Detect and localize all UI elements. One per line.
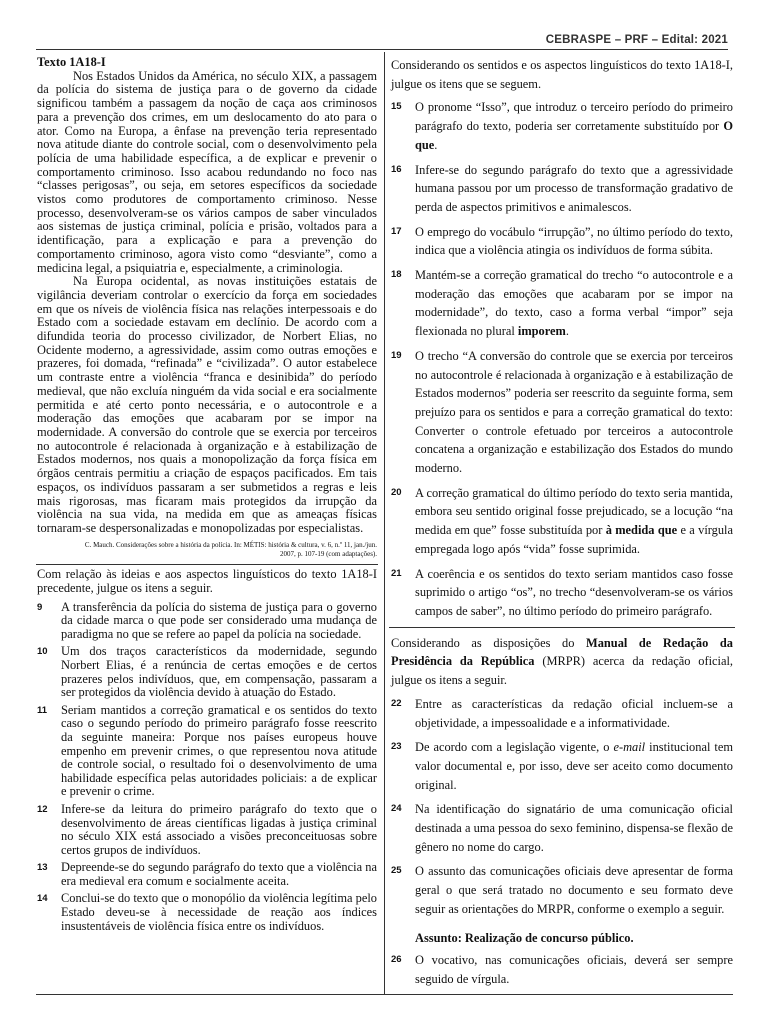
text-paragraph-1: Nos Estados Unidos da América, no século XIX, a passagem da polícia do sistema de justiça para o de governo da cidade significou também a passagem da noção de caça aos criminosos para a prevenção dos crimes, em um deslocamento do ato para o ator. Como na Europa, a ênfase na prevenção teria representado nova atitude diante do controle social, com o desenvolvimento pela polícia de uma habilidade específica, a de explicar e prevenir o comportamento criminoso. Isso acabou redundando no foco nas “classes perigosas”, ou seja, em setores específicos da sociedade vistos como produtores de comportamento criminoso. Nesse processo, desenvolveram-se os vários campos de saber vinculados aos sistemas de justiça criminal, polícia e prisão, voltados para a identificação, para a explicação e para a prevenção do comportamento criminoso, agora visto como “desviante”, como a medicina legal, a psiquiatria e, especialmente, a criminologia. (37, 68, 377, 275)
question-item (391, 951, 733, 988)
question-text: O pronome “Isso”, que introduz o terceiro período do primeiro parágrafo do texto, poderia ser corretamente substituído por O que. (415, 100, 733, 152)
question-text: O assunto das comunicações oficiais deve apresentar de forma geral o que será tratado no documento e seu formato deve seguir as orientações do MRPR, conforme o exemplo a seguir. (415, 864, 733, 916)
question-text: Um dos traços característicos da modernidade, segundo Norbert Elias, é a renúncia de certas emoções e de certos prazeres pelos indivíduos, que, em compensação, passaram a ser protegidos da violência devido à atuação do Estado. (61, 644, 377, 700)
reading-text (37, 56, 377, 559)
question-number: 22 (391, 697, 402, 709)
question-number: 12 (37, 803, 48, 815)
question-item (391, 565, 733, 621)
left-column (37, 56, 377, 937)
question-number: 19 (391, 349, 402, 361)
question-number: 15 (391, 101, 402, 113)
section3-intro: Considerando as disposições do Manual de Redação da Presidência da República (MRPR) acerca da redação oficial, julgue os itens a seguir. (391, 635, 734, 688)
question-text: Depreende-se do segundo parágrafo do texto que a violência na era medieval era comum e socialmente aceita. (61, 860, 377, 888)
question-item (37, 803, 377, 857)
question-item (391, 223, 733, 260)
bold-term: à medida que (605, 523, 678, 538)
text-source: C. Mauch. Considerações sobre a história da polícia. In: MÉTIS: história & cultura, v. 6, n.º 11, jan./jun. 2007, p. 107-19 (com adaptações). (84, 540, 377, 558)
question-item (37, 704, 377, 799)
question-text: De acordo com a legislação vigente, o e-mail institucional tem valor documental e, por isso, deve ser aceito como documento original. (415, 740, 733, 792)
section-rule (36, 564, 378, 565)
question-number: 20 (391, 486, 402, 498)
question-item (37, 892, 377, 933)
question-item (391, 484, 733, 559)
bold-term: O que (415, 119, 733, 152)
section1-intro: Com relação às ideias e aos aspectos linguísticos do texto 1A18-I precedente, julgue os itens a seguir. (37, 566, 377, 595)
question-text: Conclui-se do texto que o monopólio da violência legítima pelo Estado deveu-se à necessidade de reação aos índices insustentáveis de violência física entre os indivíduos. (61, 891, 377, 933)
question-text: Na identificação do signatário de uma comunicação oficial destinada a uma pessoa do sexo feminino, dispensa-se flexão de gênero no nome do cargo. (415, 802, 733, 854)
bold-term: imporem (517, 324, 566, 339)
question-item (391, 800, 733, 856)
question-text: O trecho “A conversão do controle que se exercia por terceiros no autocontrole é relacionada à organização e à estabilização de Estados modernos” poderia ser reescrito da seguinte forma, sem prejuízo para os sentidos e para a correção gramatical do texto: Converter o controle efetuado por terceiros a autocontrole concatena a organização e estabilização dos Estados do mundo moderno. (415, 348, 733, 476)
question-text: Mantém-se a correção gramatical do trecho “o autocontrole e a moderação das emoções que acabaram por se impor na modernidade”, do texto, caso a forma verbal “impor” seja flexionada no plural imporem. (415, 268, 733, 339)
page-header (36, 34, 728, 50)
question-number: 17 (391, 225, 402, 237)
question-text: Infere-se da leitura do primeiro parágrafo do texto que o desenvolvimento de áreas científicas ligadas à justiça criminal no século XIX está associado a visões preconceituosas sobre certos grupos de indivíduos. (61, 801, 377, 857)
question-number: 16 (391, 163, 402, 175)
question-text: Infere-se do segundo parágrafo do texto que a agressividade humana passou por um processo de transformação gradativo de perda de aspectos primitivos e animalescos. (415, 162, 733, 214)
section2-intro: Considerando os sentidos e os aspectos linguísticos do texto 1A18-I, julgue os itens que se seguem. (391, 58, 733, 91)
question-text: A transferência da polícia do sistema de justiça para o governo da cidade marca o que pode ser considerado uma mudança de paradigma no que se refere ao papel da polícia na sociedade. (61, 599, 377, 641)
header-rule (36, 49, 728, 50)
question-number: 14 (37, 893, 48, 905)
question-item (391, 98, 733, 154)
question-number: 25 (391, 865, 402, 877)
question-item (391, 161, 733, 217)
manual-title: Manual de Redação da Presidência da República (391, 635, 733, 669)
example-subject: Assunto: Realização de concurso público. (415, 930, 634, 945)
question-item (391, 266, 733, 341)
question-item (37, 601, 377, 642)
question-number: 10 (37, 646, 48, 658)
header-text: CEBRASPE – PRF – Edital: 2021 (545, 34, 728, 46)
question-number: 13 (37, 862, 48, 874)
question-text: Seriam mantidos a correção gramatical e os sentidos do texto caso o segundo período do primeiro parágrafo fosse reescrito da seguinte maneira: Porque nos países europeus houve empenho em prevenir crimes, o que representou nova atitude de controle social, o resultado foi o desenvolvimento de uma habilidade específica pelas autoridades policiais: a de explicar e prevenir o crime. (61, 702, 377, 799)
italic-term: e-mail (613, 740, 646, 755)
bottom-rule (36, 994, 733, 995)
column-divider (384, 52, 385, 994)
question-number: 26 (391, 954, 402, 966)
question-text: A coerência e os sentidos do texto seriam mantidos caso fosse suprimido o artigo “os”, no trecho “desenvolveram-se os vários campos de saber”, no último período do primeiro parágrafo. (415, 566, 733, 618)
question-number: 23 (391, 741, 402, 753)
question-text: O vocativo, nas comunicações oficiais, deverá ser sempre seguido de vírgula. (415, 953, 733, 986)
question-item (391, 862, 733, 918)
text-paragraph-2: Na Europa ocidental, as novas instituições estatais de vigilância deveriam controlar o exercício da força em sociedades em que os níveis de violência física nas relações interpessoais e do Estado com a sociedade estavam em declínio. De acordo com a difundida teoria do processo civilizador, de Norbert Elias, no Ocidente moderno, a agressividade, assim como outras emoções e prazeres, foi domada, “refinada” e “civilizada”. O autor estabelece um contraste entre a violência “franca e desinibida” do período medieval, que não excluía ninguém da vida social e era socialmente permitida e até certo ponto necessária, e o autocontrole e a moderação das emoções que acabaram por se impor na modernidade. A conversão do controle que se exercia por terceiros no autocontrole é relacionada à organização e à estabilização de Estados modernos, nos quais a monopolização da força física em órgãos centrais permitiu a criação de espaços pacificados. Em tais espaços, os indivíduos passaram a ser submetidos a regras e leis mais rigorosas, mas ficaram mais protegidos da irrupção da violência na sua vida, na medida em que as ameaças físicas tornaram-se despersonalizadas e monopolizadas por especialistas. (37, 274, 377, 535)
question-item (391, 738, 733, 794)
question-item (391, 347, 733, 478)
question-number: 18 (391, 269, 402, 281)
question-number: 9 (37, 601, 43, 613)
question-item (37, 861, 377, 888)
question-number: 11 (37, 704, 48, 716)
question-text: O emprego do vocábulo “irrupção”, no último período do texto, indica que a violência atingia os indivíduos de forma súbita. (415, 224, 733, 258)
question-text: A correção gramatical do último período do texto seria mantida, embora seu sentido original fosse prejudicado, se a locução “na medida em que” fosse substituída por à medida que e a vírgula empregada logo após “vida” fosse suprimida. (415, 485, 733, 556)
right-column (391, 56, 733, 995)
text-title: Texto 1A18-I (37, 55, 106, 69)
question-number: 24 (391, 803, 402, 815)
question-text: Entre as características da redação oficial incluem-se a objetividade, a impessoalidade e a informatividade. (415, 696, 733, 730)
question-item (37, 645, 377, 699)
question-number: 21 (391, 567, 402, 579)
section-rule (389, 627, 735, 628)
question-item (391, 695, 733, 732)
